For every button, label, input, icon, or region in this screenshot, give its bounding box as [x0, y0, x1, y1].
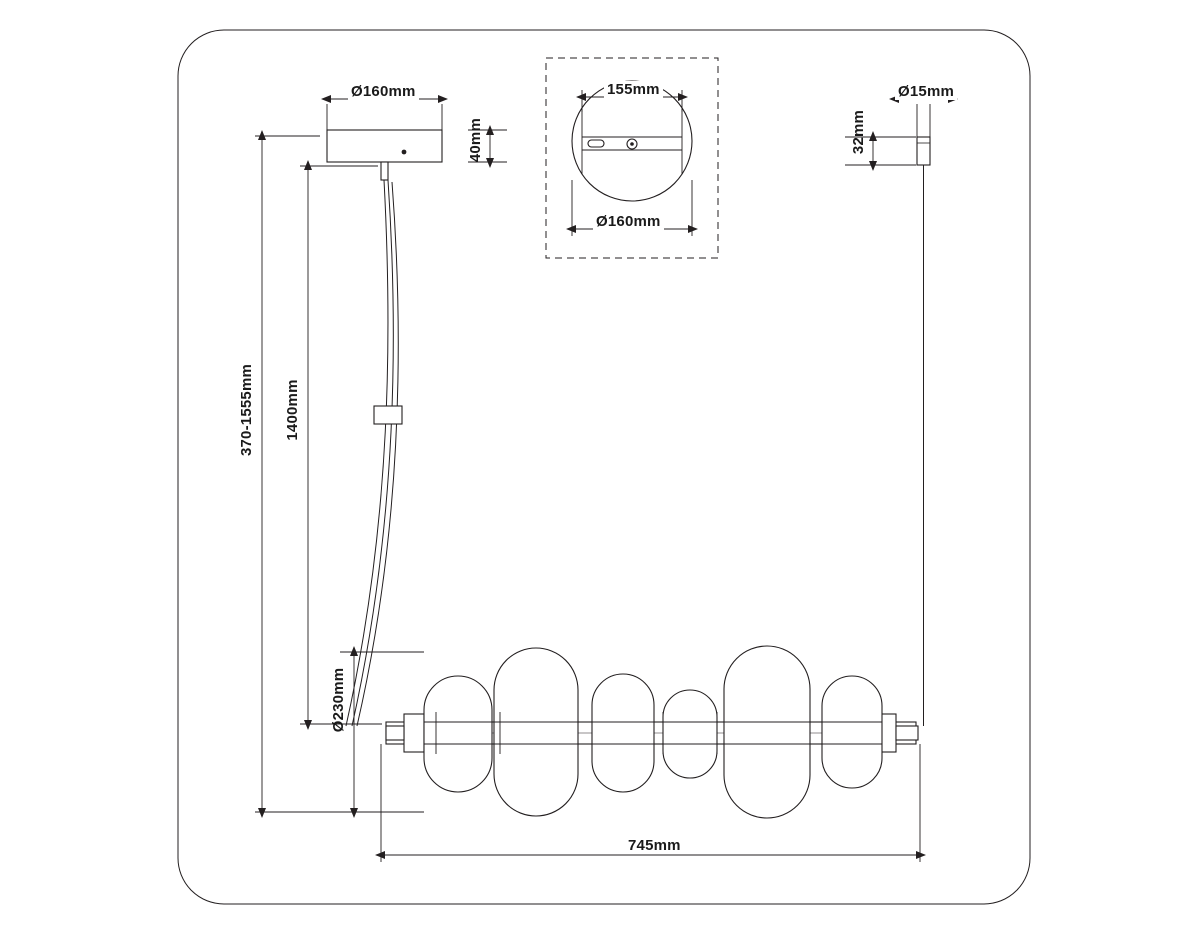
shade-5: [724, 646, 810, 818]
canopy-screw: [402, 150, 407, 155]
shade-6: [822, 676, 882, 788]
dim-label-grip-diameter: Ø15mm: [895, 83, 957, 100]
dim-grip-diameter: [890, 99, 957, 138]
cable-grip: [374, 406, 402, 424]
dim-label-grip-height: 32mm: [850, 109, 867, 155]
dim-total-drop: [255, 131, 340, 817]
dim-label-plate-inner-width: 155mm: [604, 81, 663, 98]
dim-label-fixture-width: 745mm: [625, 837, 684, 854]
dim-label-cable-length: 1400mm: [284, 379, 301, 441]
left-end-tip: [386, 726, 404, 740]
dim-label-total-drop: 370-1555mm: [238, 363, 255, 457]
dim-label-canopy-height: 40mm: [467, 118, 484, 163]
dim-label-canopy-diameter: Ø160mm: [348, 83, 419, 100]
dim-canopy-diameter: [322, 99, 447, 131]
left-end-cap: [404, 714, 424, 752]
right-end-tip: [896, 726, 918, 740]
plate-slot: [588, 140, 604, 147]
shade-2: [494, 648, 578, 816]
shade-3: [592, 674, 654, 792]
grip-body: [917, 137, 930, 165]
plate-center-dot: [630, 142, 634, 146]
shade-4: [663, 690, 717, 778]
suspension-cable-1: [346, 180, 388, 726]
canopy: [327, 130, 442, 162]
dim-label-plate-diameter: Ø160mm: [593, 213, 664, 230]
stem: [381, 162, 388, 180]
dim-cable-length: [300, 161, 382, 729]
dim-label-shade-diameter: Ø230mm: [330, 667, 347, 733]
shade-1: [424, 676, 492, 792]
